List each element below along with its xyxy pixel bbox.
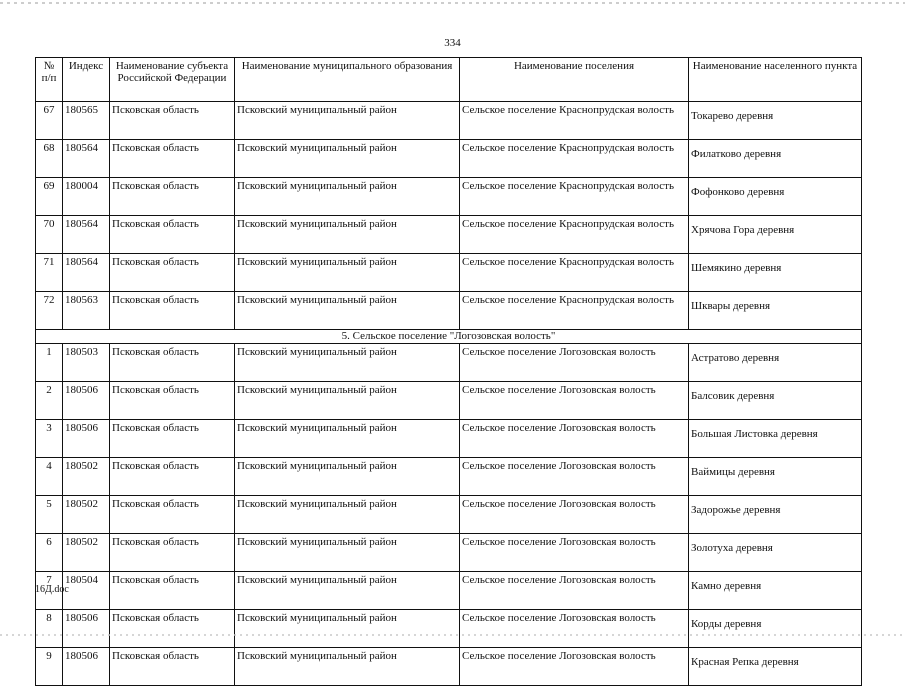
row-settlement: Сельское поселение Краснопрудская волость xyxy=(460,254,689,292)
row-municipal: Псковский муниципальный район xyxy=(235,216,460,254)
row-municipal: Псковский муниципальный район xyxy=(235,344,460,382)
header-subject: Наименование субъекта Российской Федерации xyxy=(110,58,235,102)
row-settlement: Сельское поселение Логозовская волость xyxy=(460,420,689,458)
row-postal-index: 180506 xyxy=(63,382,110,420)
row-municipal: Псковский муниципальный район xyxy=(235,420,460,458)
row-locality: Балсовик деревня xyxy=(689,382,862,420)
row-locality: Фофонково деревня xyxy=(689,178,862,216)
row-subject: Псковская область xyxy=(110,420,235,458)
page-number: 334 xyxy=(444,37,461,49)
table-row xyxy=(36,292,862,330)
table-row xyxy=(36,610,862,648)
section-header xyxy=(36,330,862,344)
row-number: 70 xyxy=(36,216,63,254)
row-settlement: Сельское поселение Логозовская волость xyxy=(460,458,689,496)
row-settlement: Сельское поселение Краснопрудская волость xyxy=(460,292,689,330)
row-municipal: Псковский муниципальный район xyxy=(235,254,460,292)
scan-edge-bottom xyxy=(0,634,905,636)
row-postal-index: 180565 xyxy=(63,102,110,140)
row-subject: Псковская область xyxy=(110,458,235,496)
table-row xyxy=(36,254,862,292)
row-municipal: Псковский муниципальный район xyxy=(235,178,460,216)
row-number: 2 xyxy=(36,382,63,420)
row-settlement: Сельское поселение Логозовская волость xyxy=(460,610,689,648)
row-number: 3 xyxy=(36,420,63,458)
row-municipal: Псковский муниципальный район xyxy=(235,610,460,648)
row-settlement: Сельское поселение Логозовская волость xyxy=(460,344,689,382)
table-row xyxy=(36,496,862,534)
row-locality: Камно деревня xyxy=(689,572,862,610)
row-locality: Красная Репка деревня xyxy=(689,648,862,686)
row-subject: Псковская область xyxy=(110,610,235,648)
table-row xyxy=(36,140,862,178)
row-settlement: Сельское поселение Краснопрудская волость xyxy=(460,178,689,216)
row-number: 9 xyxy=(36,648,63,686)
row-locality: Филатково деревня xyxy=(689,140,862,178)
footer-filename: 16Д.doc xyxy=(35,584,69,595)
row-subject: Псковская область xyxy=(110,178,235,216)
row-subject: Псковская область xyxy=(110,344,235,382)
row-settlement: Сельское поселение Краснопрудская волость xyxy=(460,216,689,254)
row-postal-index: 180564 xyxy=(63,216,110,254)
row-number: 69 xyxy=(36,178,63,216)
section-row xyxy=(36,330,862,344)
row-subject: Псковская область xyxy=(110,292,235,330)
row-number: 72 xyxy=(36,292,63,330)
row-postal-index: 180564 xyxy=(63,254,110,292)
row-locality: Большая Листовка деревня xyxy=(689,420,862,458)
row-postal-index: 180506 xyxy=(63,648,110,686)
row-number: 68 xyxy=(36,140,63,178)
row-settlement: Сельское поселение Логозовская волость xyxy=(460,572,689,610)
row-locality: Астратово деревня xyxy=(689,344,862,382)
row-settlement: Сельское поселение Логозовская волость xyxy=(460,534,689,572)
table-row xyxy=(36,382,862,420)
row-postal-index: 180506 xyxy=(63,610,110,648)
row-locality: Золотуха деревня xyxy=(689,534,862,572)
row-settlement: Сельское поселение Логозовская волость xyxy=(460,382,689,420)
table-row xyxy=(36,458,862,496)
row-locality: Шемякино деревня xyxy=(689,254,862,292)
row-postal-index: 180564 xyxy=(63,140,110,178)
table-row xyxy=(36,178,862,216)
row-postal-index: 180502 xyxy=(63,496,110,534)
row-subject: Псковская область xyxy=(110,382,235,420)
row-number: 1 xyxy=(36,344,63,382)
row-number: 6 xyxy=(36,534,63,572)
row-locality: Задорожье деревня xyxy=(689,496,862,534)
table-header-row xyxy=(36,58,862,102)
row-municipal: Псковский муниципальный район xyxy=(235,572,460,610)
row-number: 67 xyxy=(36,102,63,140)
row-postal-index: 180504 xyxy=(63,572,110,610)
row-municipal: Псковский муниципальный район xyxy=(235,140,460,178)
row-subject: Псковская область xyxy=(110,140,235,178)
row-subject: Псковская область xyxy=(110,254,235,292)
row-subject: Псковская область xyxy=(110,534,235,572)
row-settlement: Сельское поселение Логозовская волость xyxy=(460,648,689,686)
row-locality: Корды деревня xyxy=(689,610,862,648)
row-locality: Шквары деревня xyxy=(689,292,862,330)
table-row xyxy=(36,216,862,254)
row-postal-index: 180563 xyxy=(63,292,110,330)
row-postal-index: 180502 xyxy=(63,534,110,572)
row-municipal: Псковский муниципальный район xyxy=(235,102,460,140)
settlements-table xyxy=(35,57,862,686)
row-number: 7 xyxy=(36,572,63,610)
header-locality: Наименование населенного пункта xyxy=(689,58,862,102)
scan-edge-top xyxy=(0,2,905,4)
row-postal-index: 180506 xyxy=(63,420,110,458)
row-number: 4 xyxy=(36,458,63,496)
header-num: № п/п xyxy=(36,58,63,102)
row-municipal: Псковский муниципальный район xyxy=(235,382,460,420)
header-index: Индекс xyxy=(63,58,110,102)
table-row xyxy=(36,102,862,140)
row-subject: Псковская область xyxy=(110,216,235,254)
row-settlement: Сельское поселение Логозовская волость xyxy=(460,496,689,534)
table-row xyxy=(36,344,862,382)
row-postal-index: 180004 xyxy=(63,178,110,216)
section-title: 5. Сельское поселение "Логозовская волость" xyxy=(36,330,862,344)
row-postal-index: 180502 xyxy=(63,458,110,496)
table-row xyxy=(36,572,862,610)
table-row xyxy=(36,420,862,458)
row-locality: Ваймицы деревня xyxy=(689,458,862,496)
table-row xyxy=(36,534,862,572)
header-settlement: Наименование поселения xyxy=(460,58,689,102)
row-subject: Псковская область xyxy=(110,572,235,610)
row-subject: Псковская область xyxy=(110,648,235,686)
row-subject: Псковская область xyxy=(110,496,235,534)
row-locality: Хрячова Гора деревня xyxy=(689,216,862,254)
row-number: 8 xyxy=(36,610,63,648)
row-municipal: Псковский муниципальный район xyxy=(235,648,460,686)
row-number: 71 xyxy=(36,254,63,292)
table-row xyxy=(36,648,862,686)
row-municipal: Псковский муниципальный район xyxy=(235,458,460,496)
row-number: 5 xyxy=(36,496,63,534)
header-municipal: Наименование муниципального образования xyxy=(235,58,460,102)
row-municipal: Псковский муниципальный район xyxy=(235,496,460,534)
row-postal-index: 180503 xyxy=(63,344,110,382)
row-municipal: Псковский муниципальный район xyxy=(235,292,460,330)
row-settlement: Сельское поселение Краснопрудская волость xyxy=(460,140,689,178)
table-body-krasnoprudskaya xyxy=(36,102,862,330)
row-settlement: Сельское поселение Краснопрудская волость xyxy=(460,102,689,140)
row-municipal: Псковский муниципальный район xyxy=(235,534,460,572)
row-locality: Токарево деревня xyxy=(689,102,862,140)
row-subject: Псковская область xyxy=(110,102,235,140)
